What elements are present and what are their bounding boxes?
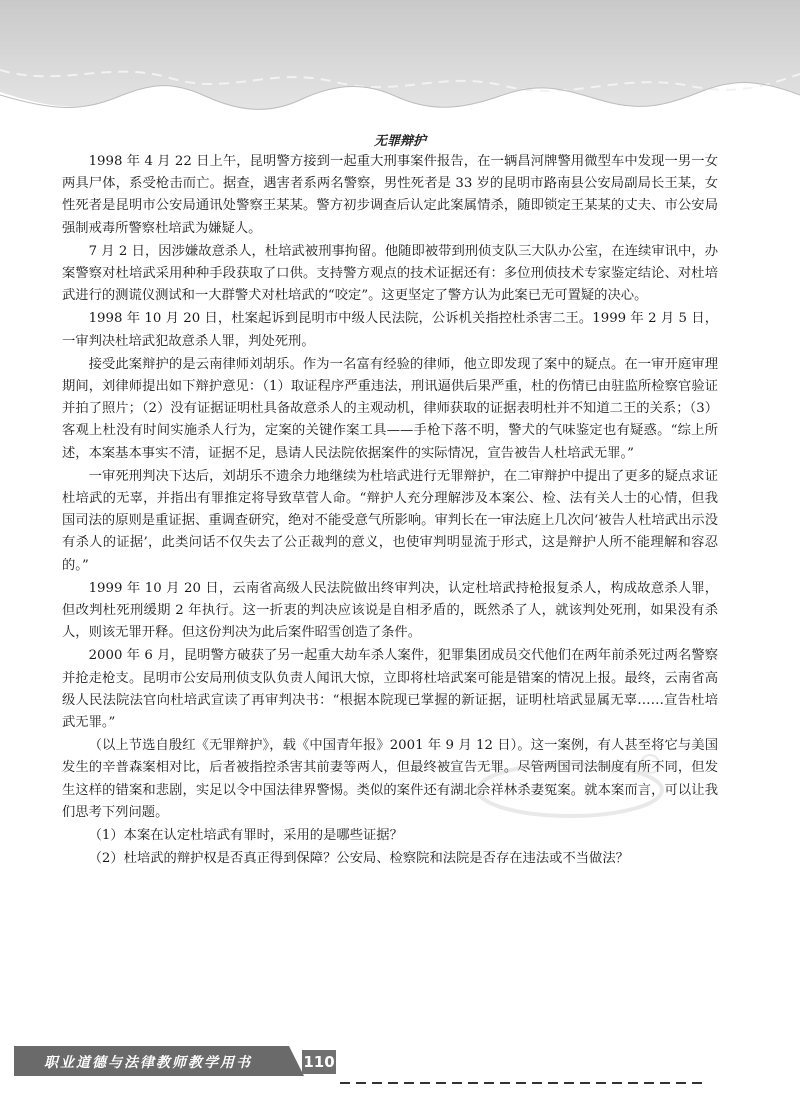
paragraph: 接受此案辩护的是云南律师刘胡乐。作为一名富有经验的律师，他立即发现了案中的疑点。在一审开庭审理期间，刘律师提出如下辩护意见：（1）取证程序严重违法，刑讯逼供后果严重，杜的伤情已由驻监所检察官验证并拍了照片；（2）没有证据证明杜具备故意杀人的主观动机，律师获取的证据表明杜并不知道二王的关系；（3）客观上杜没有时间实施杀人行为，定案的关键作案工具——手枪下落不明，警犬的气味鉴定也有疑惑。“综上所述，本案基本事实不清，证据不足，恳请人民法院依据案件的实际情况，宣告被告人杜培武无罪。” <box>62 356 718 461</box>
question-item: （2）杜培武的辩护权是否真正得到保障？公安局、检察院和法院是否存在违法或不当做法？ <box>88 851 629 867</box>
paragraph: 一审死刑判决下达后，刘胡乐不遗余力地继续为杜培武进行无罪辩护，在二审辩护中提出了更多的疑点求证杜培武的无辜，并指出有罪推定将导致草菅人命。“辩护人充分理解涉及本案公、检、法有关人士的心情，但我国司法的原则是重证据、重调查研究，绝对不能受意气所影响。审判长在一审法庭上几次问‘被告人杜培武出示没有杀人的证据’，此类问话不仅失去了公正裁判的意义，也使审判明显流于形式，这是辩护人所不能理解和容忍的。” <box>62 468 718 573</box>
section-title: 无罪辩护 <box>373 134 426 149</box>
footer-dashed-rule <box>340 1082 708 1084</box>
footer-book-title: 职业道德与法律教师教学用书 <box>44 1055 252 1071</box>
paragraph: 1998 年 10 月 20 日，杜案起诉到昆明市中级人民法院，公诉机关指控杜杀害二王。1999 年 2 月 5 日，一审判决杜培武犯故意杀人罪，判处死刑。 <box>62 311 718 349</box>
paragraph: 2000 年 6 月，昆明警方破获了另一起重大劫车杀人案件，犯罪集团成员交代他们在两年前杀死过两名警察并抢走枪支。昆明市公安局刑侦支队负责人闻讯大惊，立即将杜培武案可能是错案的情况上报。最终，云南省高级人民法院法官向杜培武宣读了再审判决书：“根据本院现已掌握的新证据，证明杜培武显属无辜……宣告杜培武无罪。” <box>62 648 718 731</box>
paragraph: 7 月 2 日，因涉嫌故意杀人，杜培武被刑事拘留。他随即被带到刑侦支队三大队办公室，在连续审讯中，办案警察对杜培武采用种种手段获取了口供。支持警方观点的技术证据还有：多位刑侦技术专家鉴定结论、对杜培武进行的测谎仪测试和一大群警犬对杜培武的“咬定”。这更坚定了警方认为此案已无可置疑的决心。 <box>62 243 718 304</box>
question-item: （1）本案在认定杜培武有罪时，采用的是哪些证据？ <box>88 828 403 844</box>
publisher-watermark <box>470 752 670 822</box>
page-number: 110 <box>302 1050 336 1074</box>
paragraph: 1998 年 4 月 22 日上午，昆明警方接到一起重大刑事案件报告，在一辆昌河牌警用微型车中发现一男一女两具尸体，系受枪击而亡。据查，遇害者系两名警察，男性死者是 33 岁的昆明市路南县公安局副局长王某，女性死者是昆明市公安局通讯处警察王某某。警方初步调查后认定此案属情杀，随即锁定王某某的丈夫、市公安局强制戒毒所警察杜培武为嫌疑人。 <box>62 154 718 236</box>
header-wave-band <box>0 0 800 135</box>
paragraph: 1999 年 10 月 20 日，云南省高级人民法院做出终审判决，认定杜培武持枪报复杀人，构成故意杀人罪，但改判杜死刑缓期 2 年执行。这一折衷的判决应该说是自相矛盾的，既然杀了人，就该判处死刑，如果没有杀人，则该无罪开释。但这份判决为此后案件昭雪创造了条件。 <box>62 580 718 641</box>
paragraph: （以上节选自殷红《无罪辩护》，载《中国青年报》2001 年 9 月 12 日）。这一案例，有人甚至将它与美国发生的辛普森案相对比，后者被指控杀害其前妻等两人，但最终被宣告无罪。尽管两国司法制度有所不同，但发生这样的错案和悲剧，实足以令中国法律界警惕。类似的案件还有湖北佘祥林杀妻冤案。就本案而言，可以让我们思考下列问题。 <box>62 738 718 820</box>
